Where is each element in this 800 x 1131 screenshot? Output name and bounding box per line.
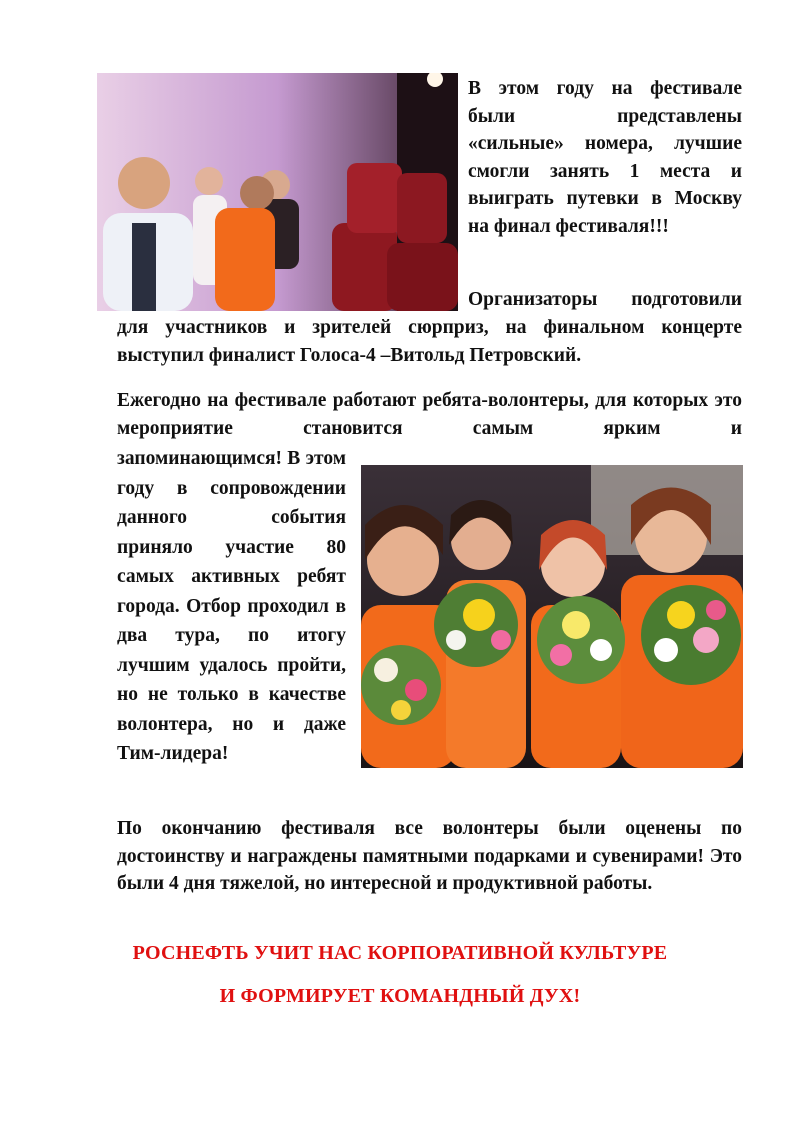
paragraph-volunteers-details: запоминающимся! В этом году в сопровождении данного события приняло участие 80 самых активных ребят города. Отбор проходил в два тура, по итогу лучшим удалось пройти, но не только в качестве волонтера, но и даже Тим-лидера! xyxy=(117,448,346,764)
photo-volunteers-flowers xyxy=(361,465,743,768)
slogan-line-2: И ФОРМИРУЕТ КОМАНДНЫЙ ДУХ! xyxy=(219,985,581,1007)
slogan-line-1: РОСНЕФТЬ УЧИТ НАС КОРПОРАТИВНОЙ КУЛЬТУРЕ xyxy=(132,942,668,964)
paragraph-festival-results: В этом году на фестивале были представлены «сильные» номера, лучшие смогли занять 1 места и выиграть путевки в Москву на финал фестиваля!!! xyxy=(468,78,742,237)
volunteers-image xyxy=(361,465,743,768)
paragraph-surprise-first-line: Организаторы подготовили xyxy=(468,289,742,310)
paragraph-awards: По окончанию фестиваля все волонтеры были оценены по достоинству и награждены памятными подарками и сувенирами! Это были 4 дня тяжелой, но интересной и продуктивной работы. xyxy=(117,818,742,894)
audience-hall-image xyxy=(97,73,458,311)
photo-audience-hall xyxy=(97,73,458,311)
paragraph-volunteers-intro: Ежегодно на фестивале работают ребята-волонтеры, для которых это мероприятие становится самым ярким и xyxy=(117,390,742,439)
paragraph-surprise: для участников и зрителей сюрприз, на финальном концерте выступил финалист Голоса-4 –Витольд Петровский. xyxy=(117,317,742,366)
